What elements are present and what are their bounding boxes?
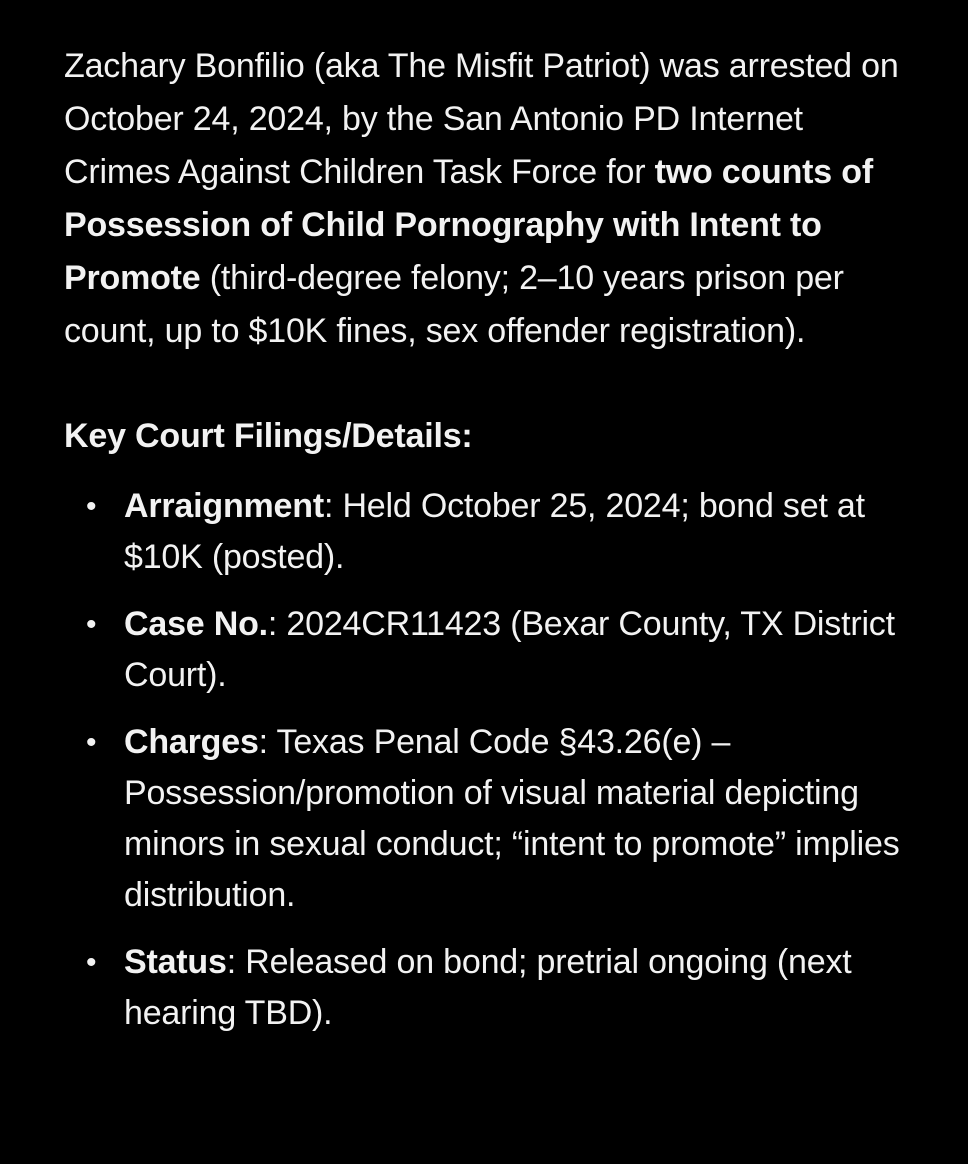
list-item bbox=[64, 481, 908, 583]
item-label: Status bbox=[124, 943, 227, 981]
intro-paragraph bbox=[64, 40, 908, 358]
item-text: : Held October 25, 2024; bond set at $10K (posted). bbox=[124, 487, 865, 576]
intro-text-start: Zachary Bonfilio (aka The Misfit Patriot) was arrested on October 24, 2024, by the San Antonio PD Internet Crimes Against Children Task Force for bbox=[64, 47, 899, 191]
list-item bbox=[64, 937, 908, 1039]
item-text: : Released on bond; pretrial ongoing (next hearing TBD). bbox=[124, 943, 852, 1032]
bullet-icon: • bbox=[86, 946, 97, 979]
bullet-icon: • bbox=[86, 490, 97, 523]
item-text: : 2024CR11423 (Bexar County, TX District Court). bbox=[124, 605, 895, 694]
intro-charge-bold: two counts of Possession of Child Pornography with Intent to Promote bbox=[64, 153, 873, 297]
intro-text-end: (third-degree felony; 2–10 years prison per count, up to $10K fines, sex offender registration). bbox=[64, 259, 844, 350]
list-item bbox=[64, 599, 908, 701]
bullet-icon: • bbox=[86, 608, 97, 641]
bullet-icon: • bbox=[86, 726, 97, 759]
section-heading: Key Court Filings/Details: bbox=[64, 417, 473, 455]
details-list bbox=[64, 481, 908, 1039]
item-label: Charges bbox=[124, 723, 259, 761]
item-text: : Texas Penal Code §43.26(e) – Possession/promotion of visual material depicting minors in sexual conduct; “intent to promote” implies distribution. bbox=[124, 723, 900, 914]
item-label: Arraignment bbox=[124, 487, 324, 525]
list-item bbox=[64, 717, 908, 921]
item-label: Case No. bbox=[124, 605, 268, 643]
